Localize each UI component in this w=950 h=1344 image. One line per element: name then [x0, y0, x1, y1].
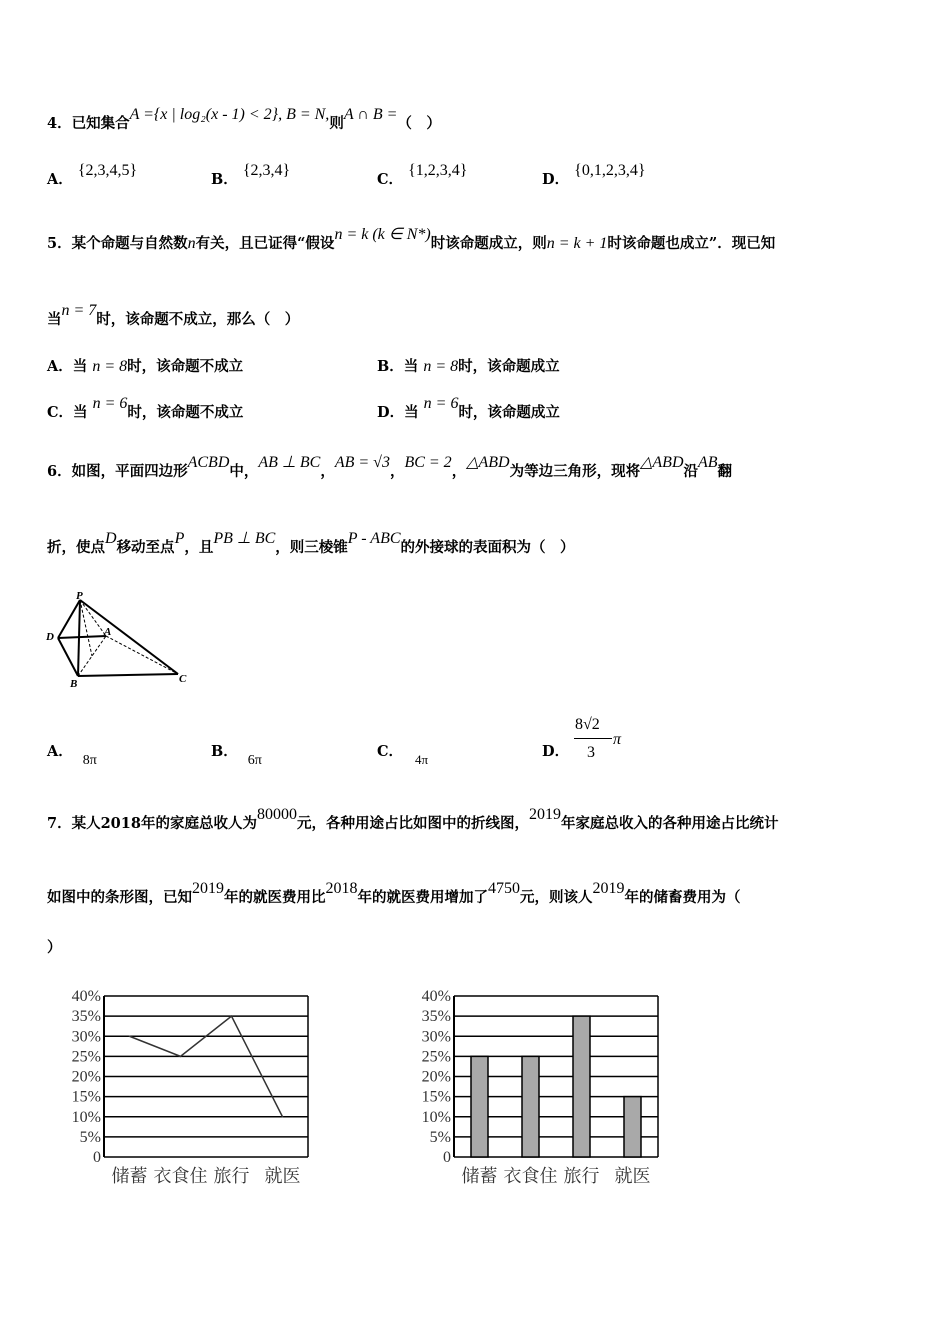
- q6-option-a[interactable]: A．8π: [47, 743, 97, 768]
- edge-pa-dashed: [80, 600, 106, 636]
- y-tick-label: 40%: [71, 988, 101, 1005]
- bar: [471, 1056, 488, 1157]
- x-tick-label: 储蓄: [111, 1166, 148, 1186]
- q4-option-a[interactable]: A． {2,3,4,5}: [47, 162, 138, 188]
- q6-option-b[interactable]: B．6π: [211, 743, 262, 768]
- y-tick-label: 35%: [71, 1008, 101, 1026]
- question-number: 4．: [47, 115, 72, 132]
- question-5-stem-line2: 当n = 7时，该命题不成立，那么（ ）: [47, 302, 300, 328]
- edge-da: [58, 636, 106, 638]
- y-tick-label: 0: [443, 1149, 451, 1166]
- y-tick-label: 0: [93, 1149, 101, 1166]
- label-a: A: [104, 626, 112, 638]
- series-line: [130, 1016, 283, 1117]
- question-number: 7．: [47, 815, 72, 832]
- x-tick-label: 储蓄: [461, 1166, 498, 1186]
- y-tick-label: 5%: [79, 1128, 101, 1146]
- y-tick-label: 30%: [421, 1028, 451, 1046]
- edge-pd: [58, 600, 80, 638]
- data-point: [180, 1056, 182, 1058]
- y-tick-label: 15%: [71, 1088, 101, 1106]
- y-tick-label: 5%: [429, 1128, 451, 1146]
- bar: [573, 1016, 590, 1157]
- label-b: B: [70, 678, 78, 688]
- pyramid-figure: [44, 588, 194, 688]
- y-tick-label: 20%: [71, 1068, 101, 1086]
- q5-option-b[interactable]: B．当 n = 8时，该命题成立: [377, 358, 560, 375]
- data-point: [282, 1116, 284, 1118]
- bar: [522, 1056, 539, 1157]
- y-tick-label: 10%: [71, 1108, 101, 1126]
- edge-ac-dashed: [106, 636, 178, 674]
- x-tick-label: 旅行: [563, 1166, 600, 1186]
- fraction-bar: [574, 738, 612, 739]
- label-d: D: [46, 631, 54, 643]
- question-7-stem: 7．某人2018年的家庭总收人为80000元，各种用途占比如图中的折线图，2019年家庭总收入的各种用途占比统计: [47, 806, 779, 832]
- question-7-stem-line3: ）: [47, 939, 62, 956]
- y-tick-label: 25%: [71, 1048, 101, 1066]
- bar: [624, 1097, 641, 1157]
- q5-option-a[interactable]: A．当 n = 8时，该命题不成立: [47, 358, 244, 375]
- x-tick-label: 衣食住: [503, 1166, 558, 1186]
- y-tick-label: 30%: [71, 1028, 101, 1046]
- bar-chart: [400, 985, 670, 1190]
- data-point: [129, 1035, 131, 1037]
- q6-option-c[interactable]: C． 4π: [377, 743, 429, 767]
- math-expression: A ∩ B =: [343, 106, 398, 123]
- data-point: [231, 1015, 233, 1017]
- q4-option-c[interactable]: C． {1,2,3,4}: [377, 162, 468, 188]
- question-number: 6．: [47, 463, 72, 480]
- question-number: 5．: [47, 235, 72, 252]
- edge-db: [58, 638, 78, 676]
- question-7-stem-line2: 如图中的条形图，已知2019年的就医费用比2018年的就医费用增加了4750元，则该人2019年的储畜费用为（: [47, 880, 741, 906]
- x-tick-label: 衣食住: [153, 1166, 208, 1186]
- q5-option-d[interactable]: D．当 n = 6时，该命题成立: [377, 395, 560, 421]
- x-tick-label: 就医: [264, 1166, 301, 1186]
- edge-bc: [78, 674, 178, 676]
- q6-option-d[interactable]: D．: [542, 743, 570, 760]
- q4-option-d[interactable]: D． {0,1,2,3,4}: [542, 162, 646, 188]
- y-tick-label: 15%: [421, 1088, 451, 1106]
- x-tick-label: 旅行: [213, 1166, 250, 1186]
- question-6-stem: 6．如图，平面四边形ACBD中，AB ⊥ BC，AB = √3，BC = 2，△ABD为等边三角形，现将△ABD沿AB翻: [47, 454, 733, 480]
- q6-option-d-fraction: 8√2 3 π: [575, 716, 622, 761]
- label-c: C: [179, 673, 187, 685]
- line-chart: [50, 985, 320, 1190]
- label-p: P: [76, 590, 83, 602]
- y-tick-label: 20%: [421, 1068, 451, 1086]
- math-expression: n = 7: [61, 302, 97, 319]
- question-6-stem-line2: 折，使点D移动至点P，且PB ⊥ BC，则三棱锥P - ABC的外接球的表面积为（ ）: [47, 530, 575, 556]
- q4-option-b[interactable]: B． {2,3,4}: [211, 162, 291, 188]
- y-tick-label: 10%: [421, 1108, 451, 1126]
- math-expression: n = k + 1: [546, 235, 608, 252]
- question-4-stem: 4．已知集合A ={x | log₂(x - 1) < 2}, B = N,则A ∩ B =（ ）: [47, 106, 441, 132]
- y-tick-label: 25%: [421, 1048, 451, 1066]
- y-tick-label: 40%: [421, 988, 451, 1005]
- math-expression: n = k (k ∈ N*): [334, 226, 431, 243]
- x-tick-label: 就医: [614, 1166, 651, 1186]
- question-5-stem: 5．某个命题与自然数n有关，且已证得“假设n = k (k ∈ N*)时该命题成立，则n = k + 1时该命题也成立”．现已知: [47, 226, 776, 252]
- math-expression: A ={x | log₂(x - 1) < 2}, B = N,: [129, 106, 330, 123]
- y-tick-label: 35%: [421, 1008, 451, 1026]
- q5-option-c[interactable]: C．当 n = 6时，该命题不成立: [47, 395, 244, 421]
